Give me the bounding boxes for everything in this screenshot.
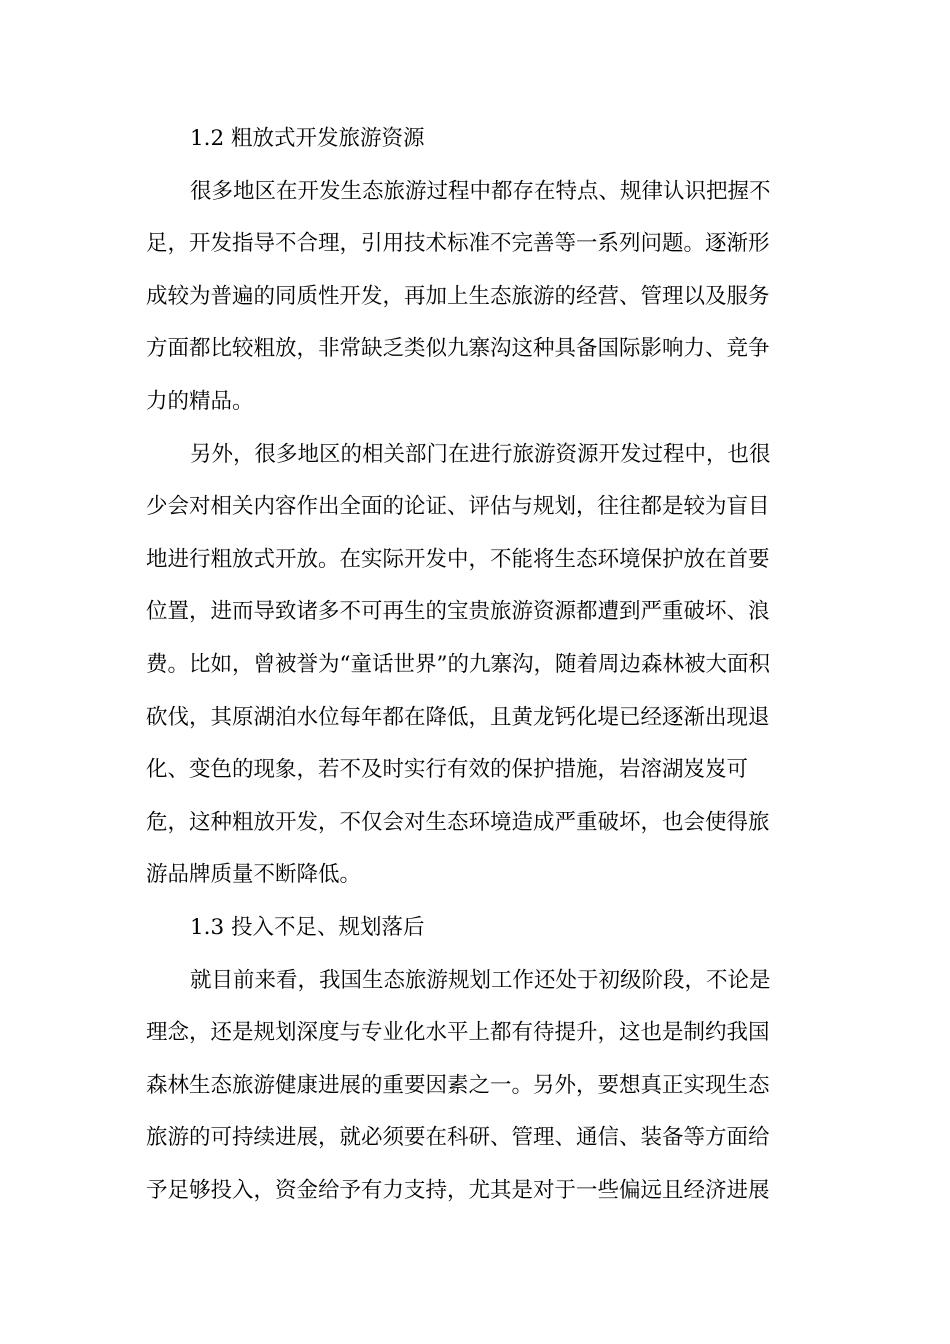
text-line: 位置，进而导致诸多不可再生的宝贵旅游资源都遭到严重破坏、浪 xyxy=(146,599,770,625)
text-line: 方面都比较粗放，非常缺乏类似九寨沟这种具备国际影响力、竞争 xyxy=(146,336,770,362)
text-line: 成较为普遍的同质性开发，再加上生态旅游的经营、管理以及服务 xyxy=(146,283,770,309)
section-heading: 1.3 投入不足、规划落后 xyxy=(190,914,425,940)
text-line: 理念，还是规划深度与专业化水平上都有待提升，这也是制约我国 xyxy=(146,1020,770,1046)
paragraph xyxy=(146,166,796,429)
text-line: 就目前来看，我国生态旅游规划工作还处于初级阶段，不论是 xyxy=(190,967,771,993)
section-heading: 1.2 粗放式开发旅游资源 xyxy=(190,126,425,151)
text-line: 危，这种粗放开发，不仅会对生态环境造成严重破坏，也会使得旅 xyxy=(146,809,770,835)
text-line: 很多地区在开发生态旅游过程中都存在特点、规律认识把握不 xyxy=(190,178,771,204)
document-body xyxy=(146,113,796,1217)
text-line: 另外，很多地区的相关部门在进行旅游资源开发过程中，也很 xyxy=(190,441,771,467)
text-line: 足，开发指导不合理，引用技术标准不完善等一系列问题。逐渐形 xyxy=(146,231,770,257)
text-line: 森林生态旅游健康进展的重要因素之一。另外，要想真正实现生态 xyxy=(146,1072,770,1098)
text-line: 少会对相关内容作出全面的论证、评估与规划，往往都是较为盲目 xyxy=(146,494,770,520)
text-line: 砍伐，其原湖泊水位每年都在降低，且黄龙钙化堤已经逐渐出现退 xyxy=(146,704,770,730)
text-line: 化、变色的现象，若不及时实行有效的保护措施，岩溶湖岌岌可 xyxy=(146,757,749,783)
paragraph xyxy=(146,429,796,902)
text-line: 游品牌质量不断降低。 xyxy=(146,862,362,888)
text-line: 旅游的可持续进展，就必须要在科研、管理、通信、装备等方面给 xyxy=(146,1125,770,1151)
text-line: 费。比如，曾被誉为“童话世界”的九寨沟，随着周边森林被大面积 xyxy=(146,651,770,677)
text-line: 予足够投入，资金给予有力支持，尤其是对于一些偏远且经济进展 xyxy=(146,1177,770,1203)
text-line: 地进行粗放式开放。在实际开发中，不能将生态环境保护放在首要 xyxy=(146,546,770,572)
text-line: 力的精品。 xyxy=(146,388,254,414)
paragraph xyxy=(146,955,796,1218)
